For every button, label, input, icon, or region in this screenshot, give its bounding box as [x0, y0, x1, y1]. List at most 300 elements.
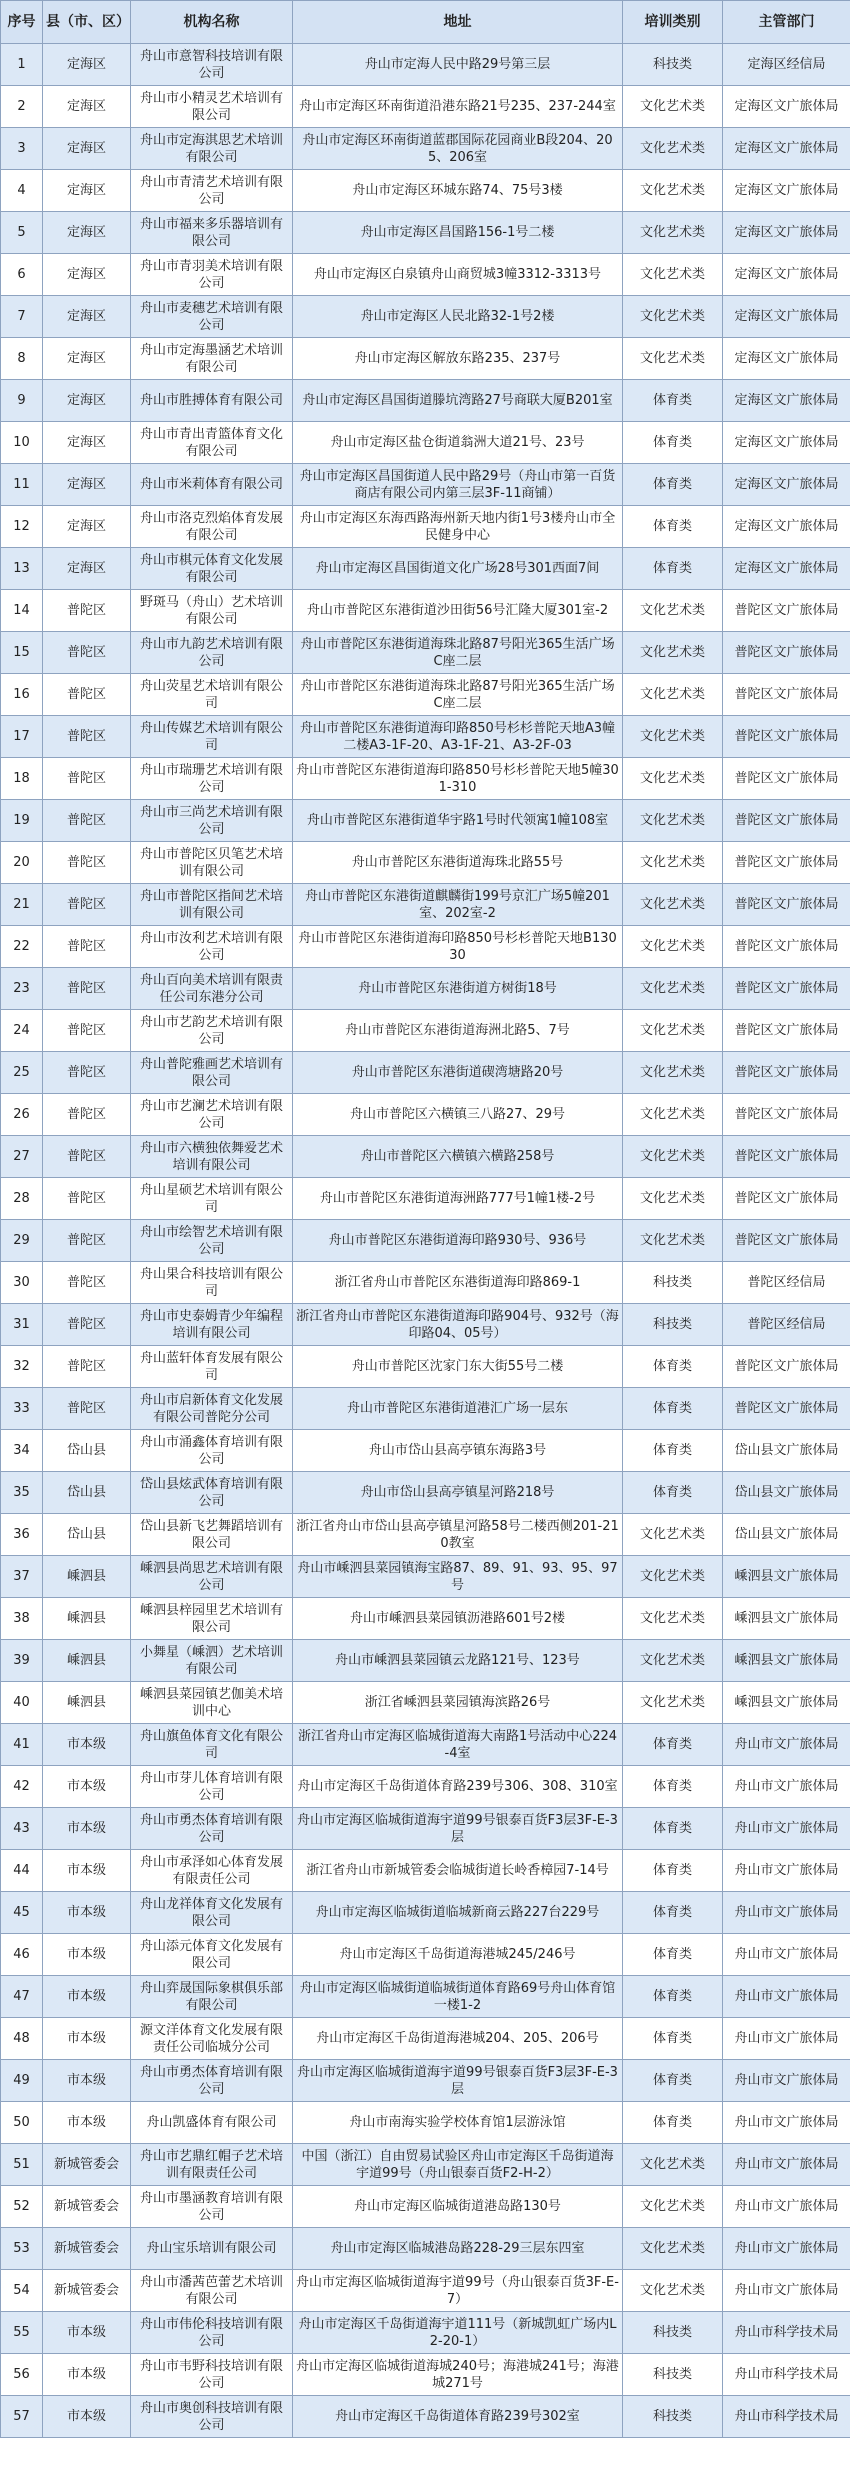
cell-department: 普陀区文广旅体局: [723, 1178, 850, 1220]
cell-category: 文化艺术类: [623, 86, 723, 128]
cell-institution: 舟山百向美术培训有限责任公司东港分公司: [131, 968, 293, 1010]
cell-index: 53: [1, 2228, 43, 2270]
cell-index: 42: [1, 1766, 43, 1808]
cell-address: 舟山市普陀区东港街道海印路850号杉杉普陀天地A3幢二楼A3-1F-20、A3-1F-21、A3-2F-03: [293, 716, 623, 758]
cell-address: 舟山市普陀区东港街道海印路850号杉杉普陀天地5幢301-310: [293, 758, 623, 800]
cell-address: 浙江省舟山市新城管委会临城街道长岭香樟园7-14号: [293, 1850, 623, 1892]
cell-category: 文化艺术类: [623, 2186, 723, 2228]
header-department: 主管部门: [723, 1, 850, 44]
cell-address: 舟山市定海区环城东路74、75号3楼: [293, 170, 623, 212]
cell-institution: 舟山市汝利艺术培训有限公司: [131, 926, 293, 968]
table-row: [1, 1598, 850, 1640]
cell-county: 普陀区: [43, 1304, 131, 1346]
cell-department: 普陀区文广旅体局: [723, 884, 850, 926]
cell-category: 文化艺术类: [623, 1094, 723, 1136]
table-row: [1, 1262, 850, 1304]
cell-address: 舟山市岱山县高亭镇星河路218号: [293, 1472, 623, 1514]
cell-category: 体育类: [623, 1808, 723, 1850]
cell-institution: 舟山龙祥体育文化发展有限公司: [131, 1892, 293, 1934]
cell-category: 文化艺术类: [623, 212, 723, 254]
cell-index: 16: [1, 674, 43, 716]
cell-category: 文化艺术类: [623, 884, 723, 926]
cell-institution: 舟山市芽儿体育培训有限公司: [131, 1766, 293, 1808]
cell-department: 定海区文广旅体局: [723, 296, 850, 338]
cell-department: 普陀区文广旅体局: [723, 590, 850, 632]
cell-department: 舟山市文广旅体局: [723, 2270, 850, 2312]
table-row: [1, 1304, 850, 1346]
cell-institution: 舟山市棋元体育文化发展有限公司: [131, 548, 293, 590]
cell-category: 文化艺术类: [623, 1682, 723, 1724]
cell-index: 22: [1, 926, 43, 968]
cell-category: 文化艺术类: [623, 1052, 723, 1094]
cell-category: 体育类: [623, 1934, 723, 1976]
cell-address: 浙江省舟山市普陀区东港街道海印路904号、932号（海印路04、05号）: [293, 1304, 623, 1346]
table-row: [1, 1094, 850, 1136]
cell-index: 3: [1, 128, 43, 170]
table-row: [1, 884, 850, 926]
cell-address: 舟山市普陀区东港街道沙田街56号汇隆大厦301室-2: [293, 590, 623, 632]
cell-address: 舟山市定海区环南街道蓝郡国际花园商业B段204、205、206室: [293, 128, 623, 170]
cell-institution: 舟山市青清艺术培训有限公司: [131, 170, 293, 212]
cell-index: 30: [1, 1262, 43, 1304]
cell-department: 嵊泗县文广旅体局: [723, 1640, 850, 1682]
cell-institution: 源文洋体育文化发展有限责任公司临城分公司: [131, 2018, 293, 2060]
cell-index: 49: [1, 2060, 43, 2102]
cell-department: 定海区文广旅体局: [723, 254, 850, 296]
cell-category: 科技类: [623, 44, 723, 86]
cell-index: 5: [1, 212, 43, 254]
header-row: [1, 1, 850, 44]
cell-county: 市本级: [43, 2354, 131, 2396]
cell-category: 体育类: [623, 2060, 723, 2102]
table-row: [1, 338, 850, 380]
table-row: [1, 1808, 850, 1850]
table-row: [1, 506, 850, 548]
cell-address: 舟山市普陀区沈家门东大街55号二楼: [293, 1346, 623, 1388]
cell-index: 13: [1, 548, 43, 590]
cell-county: 市本级: [43, 2060, 131, 2102]
cell-address: 舟山市定海区昌国街道人民中路29号（舟山市第一百货商店有限公司内第三层3F-11商铺）: [293, 464, 623, 506]
cell-institution: 舟山市潘茜芭蕾艺术培训有限公司: [131, 2270, 293, 2312]
table-row: [1, 2270, 850, 2312]
cell-county: 普陀区: [43, 926, 131, 968]
cell-institution: 舟山市定海墨涵艺术培训有限公司: [131, 338, 293, 380]
cell-index: 29: [1, 1220, 43, 1262]
table-row: [1, 2018, 850, 2060]
table-row: [1, 1766, 850, 1808]
cell-address: 舟山市嵊泗县菜园镇云龙路121号、123号: [293, 1640, 623, 1682]
cell-address: 舟山市定海人民中路29号第三层: [293, 44, 623, 86]
table-row: [1, 254, 850, 296]
cell-address: 舟山市定海区解放东路235、237号: [293, 338, 623, 380]
cell-institution: 野斑马（舟山）艺术培训有限公司: [131, 590, 293, 632]
cell-category: 文化艺术类: [623, 800, 723, 842]
table-row: [1, 2060, 850, 2102]
cell-index: 36: [1, 1514, 43, 1556]
table-row: [1, 758, 850, 800]
cell-address: 浙江省舟山市普陀区东港街道海印路869-1: [293, 1262, 623, 1304]
cell-index: 21: [1, 884, 43, 926]
cell-category: 体育类: [623, 1472, 723, 1514]
table-row: [1, 86, 850, 128]
cell-address: 舟山市定海区临城港岛路228-29三层东四室: [293, 2228, 623, 2270]
cell-index: 39: [1, 1640, 43, 1682]
cell-department: 舟山市文广旅体局: [723, 1892, 850, 1934]
table-row: [1, 422, 850, 464]
cell-department: 定海区文广旅体局: [723, 464, 850, 506]
cell-department: 舟山市文广旅体局: [723, 2018, 850, 2060]
cell-index: 46: [1, 1934, 43, 1976]
cell-county: 市本级: [43, 2102, 131, 2144]
cell-institution: 舟山市涌鑫体育培训有限公司: [131, 1430, 293, 1472]
cell-county: 定海区: [43, 338, 131, 380]
cell-county: 嵊泗县: [43, 1598, 131, 1640]
header-address: 地址: [293, 1, 623, 44]
cell-county: 市本级: [43, 2312, 131, 2354]
cell-index: 33: [1, 1388, 43, 1430]
cell-category: 文化艺术类: [623, 1178, 723, 1220]
cell-index: 6: [1, 254, 43, 296]
cell-county: 市本级: [43, 1934, 131, 1976]
cell-address: 舟山市普陀区东港街道港汇广场一层东: [293, 1388, 623, 1430]
cell-county: 普陀区: [43, 1136, 131, 1178]
cell-county: 定海区: [43, 44, 131, 86]
cell-address: 舟山市普陀区东港街道碶湾塘路20号: [293, 1052, 623, 1094]
cell-department: 舟山市文广旅体局: [723, 2060, 850, 2102]
cell-address: 舟山市嵊泗县菜园镇海宝路87、89、91、93、95、97号: [293, 1556, 623, 1598]
cell-index: 7: [1, 296, 43, 338]
cell-category: 体育类: [623, 2102, 723, 2144]
cell-department: 定海区文广旅体局: [723, 212, 850, 254]
cell-county: 定海区: [43, 170, 131, 212]
cell-institution: 舟山市小精灵艺术培训有限公司: [131, 86, 293, 128]
cell-county: 新城管委会: [43, 2270, 131, 2312]
cell-department: 普陀区文广旅体局: [723, 716, 850, 758]
table-row: [1, 1682, 850, 1724]
table-row: [1, 464, 850, 506]
cell-index: 52: [1, 2186, 43, 2228]
cell-county: 嵊泗县: [43, 1640, 131, 1682]
cell-category: 体育类: [623, 2018, 723, 2060]
cell-department: 舟山市文广旅体局: [723, 1724, 850, 1766]
cell-institution: 舟山市青出青篮体育文化有限公司: [131, 422, 293, 464]
cell-department: 舟山市文广旅体局: [723, 1808, 850, 1850]
cell-department: 定海区文广旅体局: [723, 170, 850, 212]
cell-category: 文化艺术类: [623, 2270, 723, 2312]
cell-department: 定海区文广旅体局: [723, 86, 850, 128]
table-row: [1, 2144, 850, 2186]
header-index: 序号: [1, 1, 43, 44]
cell-county: 普陀区: [43, 1388, 131, 1430]
cell-index: 56: [1, 2354, 43, 2396]
table-row: [1, 842, 850, 884]
cell-institution: 舟山市勇杰体育培训有限公司: [131, 1808, 293, 1850]
cell-address: 舟山市定海区千岛街道海港城204、205、206号: [293, 2018, 623, 2060]
cell-category: 文化艺术类: [623, 170, 723, 212]
table-row: [1, 1556, 850, 1598]
table-row: [1, 380, 850, 422]
cell-address: 舟山市普陀区东港街道海珠北路87号阳光365生活广场C座二层: [293, 674, 623, 716]
cell-institution: 岱山县新飞艺舞蹈培训有限公司: [131, 1514, 293, 1556]
cell-institution: 舟山市艺澜艺术培训有限公司: [131, 1094, 293, 1136]
cell-county: 定海区: [43, 464, 131, 506]
cell-index: 25: [1, 1052, 43, 1094]
cell-index: 10: [1, 422, 43, 464]
cell-county: 普陀区: [43, 632, 131, 674]
table-row: [1, 1724, 850, 1766]
cell-category: 体育类: [623, 1724, 723, 1766]
cell-address: 舟山市定海区白泉镇舟山商贸城3幢3312-3313号: [293, 254, 623, 296]
cell-category: 文化艺术类: [623, 716, 723, 758]
table-row: [1, 1346, 850, 1388]
cell-index: 1: [1, 44, 43, 86]
table-row: [1, 632, 850, 674]
cell-index: 18: [1, 758, 43, 800]
cell-index: 43: [1, 1808, 43, 1850]
cell-address: 舟山市南海实验学校体育馆1层游泳馆: [293, 2102, 623, 2144]
cell-index: 48: [1, 2018, 43, 2060]
cell-category: 科技类: [623, 2396, 723, 2438]
cell-category: 文化艺术类: [623, 1220, 723, 1262]
cell-institution: 舟山传媒艺术培训有限公司: [131, 716, 293, 758]
table-row: [1, 1472, 850, 1514]
cell-institution: 舟山普陀雅画艺术培训有限公司: [131, 1052, 293, 1094]
cell-department: 定海区文广旅体局: [723, 506, 850, 548]
cell-county: 普陀区: [43, 590, 131, 632]
table-row: [1, 1010, 850, 1052]
cell-address: 浙江省嵊泗县菜园镇海滨路26号: [293, 1682, 623, 1724]
cell-institution: 舟山市勇杰体育培训有限公司: [131, 2060, 293, 2102]
cell-address: 舟山市定海区昌国路156-1号二楼: [293, 212, 623, 254]
cell-index: 28: [1, 1178, 43, 1220]
cell-category: 文化艺术类: [623, 842, 723, 884]
cell-category: 科技类: [623, 2354, 723, 2396]
cell-department: 定海区经信局: [723, 44, 850, 86]
cell-index: 50: [1, 2102, 43, 2144]
cell-department: 定海区文广旅体局: [723, 338, 850, 380]
cell-address: 中国（浙江）自由贸易试验区舟山市定海区千岛街道海宇道99号（舟山银泰百货F2-H-2）: [293, 2144, 623, 2186]
table-row: [1, 1220, 850, 1262]
cell-department: 舟山市科学技术局: [723, 2396, 850, 2438]
cell-department: 普陀区经信局: [723, 1262, 850, 1304]
cell-index: 57: [1, 2396, 43, 2438]
cell-index: 55: [1, 2312, 43, 2354]
cell-category: 体育类: [623, 380, 723, 422]
cell-county: 普陀区: [43, 674, 131, 716]
cell-address: 舟山市普陀区六横镇六横路258号: [293, 1136, 623, 1178]
cell-institution: 舟山市六横独依舞爱艺术培训有限公司: [131, 1136, 293, 1178]
table-row: [1, 2102, 850, 2144]
cell-index: 32: [1, 1346, 43, 1388]
cell-county: 市本级: [43, 1766, 131, 1808]
cell-department: 舟山市文广旅体局: [723, 2102, 850, 2144]
table-row: [1, 2396, 850, 2438]
cell-category: 体育类: [623, 1346, 723, 1388]
cell-address: 舟山市定海区临城街道临城新商云路227台229号: [293, 1892, 623, 1934]
cell-address: 舟山市普陀区东港街道海印路930号、936号: [293, 1220, 623, 1262]
cell-address: 舟山市普陀区东港街道麒麟街199号京汇广场5幢201室、202室-2: [293, 884, 623, 926]
cell-institution: 舟山市定海淇思艺术培训有限公司: [131, 128, 293, 170]
cell-category: 文化艺术类: [623, 1640, 723, 1682]
cell-category: 文化艺术类: [623, 1514, 723, 1556]
cell-category: 科技类: [623, 1304, 723, 1346]
table-row: [1, 2354, 850, 2396]
cell-category: 文化艺术类: [623, 758, 723, 800]
cell-county: 新城管委会: [43, 2144, 131, 2186]
cell-department: 普陀区文广旅体局: [723, 632, 850, 674]
table-row: [1, 968, 850, 1010]
cell-address: 舟山市定海区千岛街道海宇道111号（新城凯虹广场内L2-20-1）: [293, 2312, 623, 2354]
cell-address: 舟山市定海区东海西路海州新天地内街1号3楼舟山市全民健身中心: [293, 506, 623, 548]
cell-address: 舟山市普陀区东港街道华宇路1号时代领寓1幢108室: [293, 800, 623, 842]
cell-county: 普陀区: [43, 842, 131, 884]
cell-county: 岱山县: [43, 1430, 131, 1472]
header-county: 县（市、区）: [43, 1, 131, 44]
cell-institution: 舟山市奥创科技培训有限公司: [131, 2396, 293, 2438]
cell-department: 普陀区文广旅体局: [723, 758, 850, 800]
cell-county: 普陀区: [43, 1052, 131, 1094]
cell-category: 文化艺术类: [623, 632, 723, 674]
cell-category: 文化艺术类: [623, 590, 723, 632]
cell-county: 定海区: [43, 254, 131, 296]
cell-index: 27: [1, 1136, 43, 1178]
cell-county: 普陀区: [43, 1010, 131, 1052]
cell-county: 普陀区: [43, 1178, 131, 1220]
cell-institution: 舟山市墨涵教育培训有限公司: [131, 2186, 293, 2228]
cell-category: 文化艺术类: [623, 968, 723, 1010]
cell-address: 舟山市定海区千岛街道海港城245/246号: [293, 1934, 623, 1976]
header-institution: 机构名称: [131, 1, 293, 44]
cell-institution: 岱山县炫武体育培训有限公司: [131, 1472, 293, 1514]
cell-county: 定海区: [43, 506, 131, 548]
table-row: [1, 1430, 850, 1472]
cell-institution: 嵊泗县梓园里艺术培训有限公司: [131, 1598, 293, 1640]
cell-department: 定海区文广旅体局: [723, 380, 850, 422]
cell-county: 普陀区: [43, 1094, 131, 1136]
cell-institution: 舟山市米莉体育有限公司: [131, 464, 293, 506]
cell-institution: 舟山市青羽美术培训有限公司: [131, 254, 293, 296]
cell-category: 文化艺术类: [623, 128, 723, 170]
cell-department: 岱山县文广旅体局: [723, 1514, 850, 1556]
cell-category: 体育类: [623, 506, 723, 548]
cell-address: 舟山市定海区临城街道海宇道99号银泰百货F3层3F-E-3层: [293, 1808, 623, 1850]
cell-index: 17: [1, 716, 43, 758]
table-row: [1, 590, 850, 632]
table-row: [1, 296, 850, 338]
cell-address: 舟山市定海区临城街道海城240号；海港城241号；海港城271号: [293, 2354, 623, 2396]
cell-index: 4: [1, 170, 43, 212]
cell-institution: 嵊泗县菜园镇艺伽美术培训中心: [131, 1682, 293, 1724]
cell-department: 舟山市文广旅体局: [723, 2186, 850, 2228]
cell-category: 体育类: [623, 422, 723, 464]
cell-index: 8: [1, 338, 43, 380]
cell-index: 34: [1, 1430, 43, 1472]
cell-index: 14: [1, 590, 43, 632]
cell-index: 24: [1, 1010, 43, 1052]
table-row: [1, 170, 850, 212]
cell-county: 嵊泗县: [43, 1682, 131, 1724]
cell-category: 文化艺术类: [623, 338, 723, 380]
cell-department: 嵊泗县文广旅体局: [723, 1556, 850, 1598]
cell-category: 文化艺术类: [623, 1010, 723, 1052]
table-row: [1, 716, 850, 758]
cell-institution: 舟山市九韵艺术培训有限公司: [131, 632, 293, 674]
cell-category: 文化艺术类: [623, 1556, 723, 1598]
cell-category: 文化艺术类: [623, 2228, 723, 2270]
cell-institution: 舟山市瑞珊艺术培训有限公司: [131, 758, 293, 800]
cell-index: 20: [1, 842, 43, 884]
cell-institution: 舟山旗鱼体育文化有限公司: [131, 1724, 293, 1766]
cell-county: 普陀区: [43, 884, 131, 926]
cell-department: 舟山市文广旅体局: [723, 2228, 850, 2270]
cell-department: 普陀区文广旅体局: [723, 1136, 850, 1178]
cell-address: 舟山市普陀区东港街道海洲北路5、7号: [293, 1010, 623, 1052]
cell-index: 19: [1, 800, 43, 842]
cell-department: 舟山市科学技术局: [723, 2354, 850, 2396]
cell-county: 定海区: [43, 212, 131, 254]
table-row: [1, 800, 850, 842]
cell-institution: 舟山市胜搏体育有限公司: [131, 380, 293, 422]
cell-institution: 舟山凯盛体育有限公司: [131, 2102, 293, 2144]
cell-county: 定海区: [43, 296, 131, 338]
table-row: [1, 1850, 850, 1892]
cell-category: 文化艺术类: [623, 254, 723, 296]
cell-address: 舟山市普陀区东港街道海印路850号杉杉普陀天地B13030: [293, 926, 623, 968]
cell-category: 文化艺术类: [623, 2144, 723, 2186]
cell-department: 普陀区文广旅体局: [723, 926, 850, 968]
cell-address: 舟山市定海区人民北路32-1号2楼: [293, 296, 623, 338]
cell-county: 市本级: [43, 1976, 131, 2018]
table-row: [1, 1976, 850, 2018]
cell-county: 普陀区: [43, 716, 131, 758]
cell-category: 科技类: [623, 1262, 723, 1304]
cell-institution: 舟山果合科技培训有限公司: [131, 1262, 293, 1304]
cell-institution: 嵊泗县尚思艺术培训有限公司: [131, 1556, 293, 1598]
header-category: 培训类别: [623, 1, 723, 44]
cell-address: 舟山市定海区千岛街道体育路239号306、308、310室: [293, 1766, 623, 1808]
cell-county: 定海区: [43, 86, 131, 128]
cell-institution: 舟山星硕艺术培训有限公司: [131, 1178, 293, 1220]
cell-institution: 舟山市史泰姆青少年编程培训有限公司: [131, 1304, 293, 1346]
cell-index: 2: [1, 86, 43, 128]
cell-category: 体育类: [623, 464, 723, 506]
cell-institution: 舟山市麦穗艺术培训有限公司: [131, 296, 293, 338]
cell-county: 普陀区: [43, 800, 131, 842]
cell-department: 普陀区文广旅体局: [723, 1220, 850, 1262]
cell-address: 舟山市定海区临城街道海宇道99号银泰百货F3层3F-E-3层: [293, 2060, 623, 2102]
cell-department: 普陀区文广旅体局: [723, 1388, 850, 1430]
cell-category: 体育类: [623, 1388, 723, 1430]
cell-address: 舟山市定海区昌国街道滕坑湾路27号商联大厦B201室: [293, 380, 623, 422]
cell-department: 定海区文广旅体局: [723, 548, 850, 590]
table-row: [1, 1136, 850, 1178]
cell-address: 舟山市定海区盐仓街道翁洲大道21号、23号: [293, 422, 623, 464]
cell-institution: 舟山市意智科技培训有限公司: [131, 44, 293, 86]
cell-institution: 舟山弈晟国际象棋俱乐部有限公司: [131, 1976, 293, 2018]
cell-category: 体育类: [623, 1850, 723, 1892]
cell-index: 40: [1, 1682, 43, 1724]
table-row: [1, 2186, 850, 2228]
cell-county: 市本级: [43, 1892, 131, 1934]
cell-department: 舟山市科学技术局: [723, 2312, 850, 2354]
cell-department: 普陀区文广旅体局: [723, 800, 850, 842]
cell-index: 12: [1, 506, 43, 548]
cell-institution: 舟山市福来多乐器培训有限公司: [131, 212, 293, 254]
cell-county: 岱山县: [43, 1514, 131, 1556]
cell-index: 51: [1, 2144, 43, 2186]
cell-county: 新城管委会: [43, 2228, 131, 2270]
cell-address: 舟山市定海区临城街道港岛路130号: [293, 2186, 623, 2228]
